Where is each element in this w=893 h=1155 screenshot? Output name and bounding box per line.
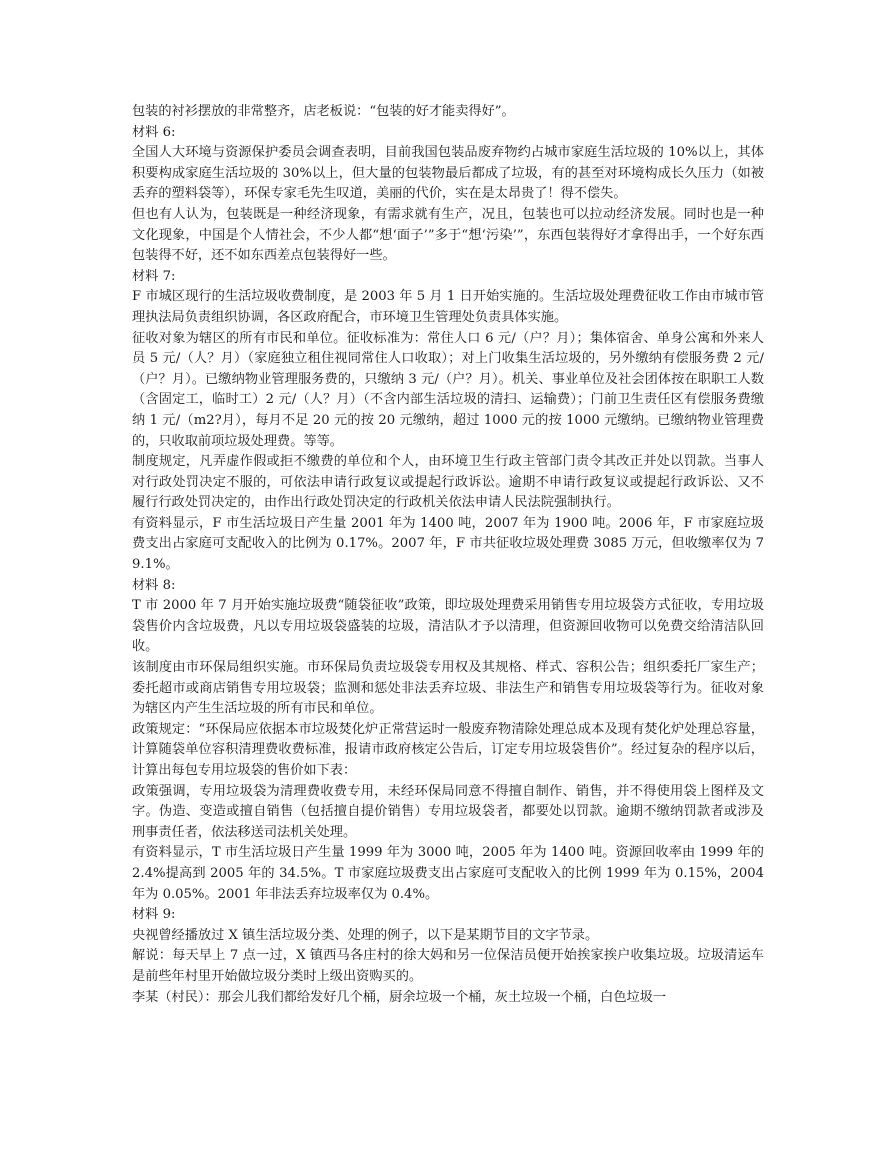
paragraph-material-8-pricing: 政策规定：“环保局应依据本市垃圾焚化炉正常营运时一般废弃物清除处理总成本及现有焚化炉处理总容量，计算随袋单位容积清理费收费标准，报请市政府核定公告后，订定专用垃圾袋售价”。经过复杂的程序以后，计算出每包专用垃圾袋的售价如下表： [132,721,764,778]
heading-material-8: 材料 8: [132,577,176,593]
paragraph-material-7-data: 有资料显示，F 市生活垃圾日产生量 2001 年为 1400 吨，2007 年为 1900 吨。2006 年，F 市家庭垃圾费支出占家庭可支配收入的比例为 0.17%。2007 年，F 市共征收垃圾处理费 3085 万元，但收缴率仅为 79.1%。 [132,515,764,573]
paragraph-material-8-emphasis: 政策强调，专用垃圾袋为清理费收费专用，未经环保局同意不得擅自制作、销售，并不得使用袋上图样及文字。伪造、变造或擅自销售（包括擅自提价销售）专用垃圾袋者，都要处以罚款。逾期不缴纳罚款者或涉及刑事责任者，依法移送司法机关处理。 [132,783,764,840]
paragraph-intro: 包装的衬衫摆放的非常整齐，店老板说：“包装的好才能卖得好”。 [132,104,515,119]
paragraph-material-7-system: F 市城区现行的生活垃圾收费制度，是 2003 年 5 月 1 日开始实施的。生活垃圾处理费征收工作由市城市管理执法局负责组织协调，各区政府配合，市环境卫生管理处负责具体实施。 [132,289,764,325]
heading-material-7: 材料 7: [132,268,176,284]
heading-material-6: 材料 6: [132,124,176,140]
paragraph-material-6-survey: 全国人大环境与资源保护委员会调查表明，目前我国包装品废弃物约占城市家庭生活垃圾的 10%以上，其体积要构成家庭生活垃圾的 30%以上，但大量的包装物最后都成了垃圾，有的甚至对环境构成长久压力（如被丢弃的塑料袋等），环保专家毛先生叹道，美丽的代价，实在是太昂贵了！得不偿失。 [132,145,764,202]
paragraph-material-8-data: 有资料显示，T 市生活垃圾日产生量 1999 年为 3000 吨，2005 年为 1400 吨。资源回收率由 1999 年的 2.4%提高到 2005 年的 34.5%。T 市家庭垃圾费支出占家庭可支配收入的比例 1999 年为 0.15%，2004 年为 0.05%。2001 年非法丢弃垃圾率仅为 0.4%。 [132,845,764,902]
paragraph-material-8-implementation: 该制度由市环保局组织实施。市环保局负责垃圾袋专用权及其规格、样式、容积公告；组织委托厂家生产；委托超市或商店销售专用垃圾袋；监测和惩处非法丢弃垃圾、非法生产和销售专用垃圾袋等行为。征收对象为辖区内产生生活垃圾的所有市民和单位。 [132,660,764,717]
paragraph-material-9-narration: 解说：每天早上 7 点一过，X 镇西马各庄村的徐大妈和另一位保洁员便开始挨家挨户收集垃圾。垃圾清运车是前些年村里开始做垃圾分类时上级出资购买的。 [132,948,764,984]
paragraph-material-9-villager: 李某（村民）：那会儿我们都给发好几个桶，厨余垃圾一个桶，灰土垃圾一个桶，白色垃圾一 [132,989,667,1005]
paragraph-material-8-policy: T 市 2000 年 7 月开始实施垃圾费“随袋征收”政策，即垃圾处理费采用销售专用垃圾袋方式征收，专用垃圾袋售价内含垃圾费，凡以专用垃圾袋盛装的垃圾，清洁队才予以清理，但资源回收物可以免费交给清洁队回收。 [132,598,764,655]
heading-material-9: 材料 9: [132,907,176,923]
paragraph-material-7-standards: 征收对象为辖区的所有市民和单位。征收标准为：常住人口 6 元/（户？月）；集体宿舍、单身公寓和外来人员 5 元/（人？月）（家庭独立租住视同常住人口收取）；对上门收集生活垃圾的，另外缴纳有偿服务费 2 元/（户？月）。已缴纳物业管理服务费的，只缴纳 3 元/（户？月）。机关、事业单位及社会团体按在职职工人数（含固定工，临时工）2 元/（人？月）（不含内部生活垃圾的清扫、运输费）；门前卫生责任区有偿服务费缴纳 1 元/（m2?月），每月不足 20 元的按 20 元缴纳，超过 1000 元的按 1000 元缴纳。已缴纳物业管理费的，只收取前项垃圾处理费。等等。 [132,330,764,449]
document-page [132,102,764,1008]
paragraph-material-9-intro: 央视曾经播放过 X 镇生活垃圾分类、处理的例子，以下是某期节目的文字节录。 [132,927,599,943]
paragraph-material-6-opinion: 但也有人认为，包装既是一种经济现象，有需求就有生产，况且，包装也可以拉动经济发展。同时也是一种文化现象，中国是个人情社会，不少人都“想‘面子’”多于“想‘污染’”，东西包装得好才拿得出手，一个好东西包装得不好，还不如东西差点包装得好一些。 [132,206,764,264]
paragraph-material-7-penalty: 制度规定，凡弄虚作假或拒不缴费的单位和个人，由环境卫生行政主管部门责令其改正并处以罚款。当事人对行政处罚决定不服的，可依法申请行政复议或提起行政诉讼。逾期不申请行政复议或提起行政诉讼、又不履行行政处罚决定的，由作出行政处罚决定的行政机关依法申请人民法院强制执行。 [132,454,764,511]
